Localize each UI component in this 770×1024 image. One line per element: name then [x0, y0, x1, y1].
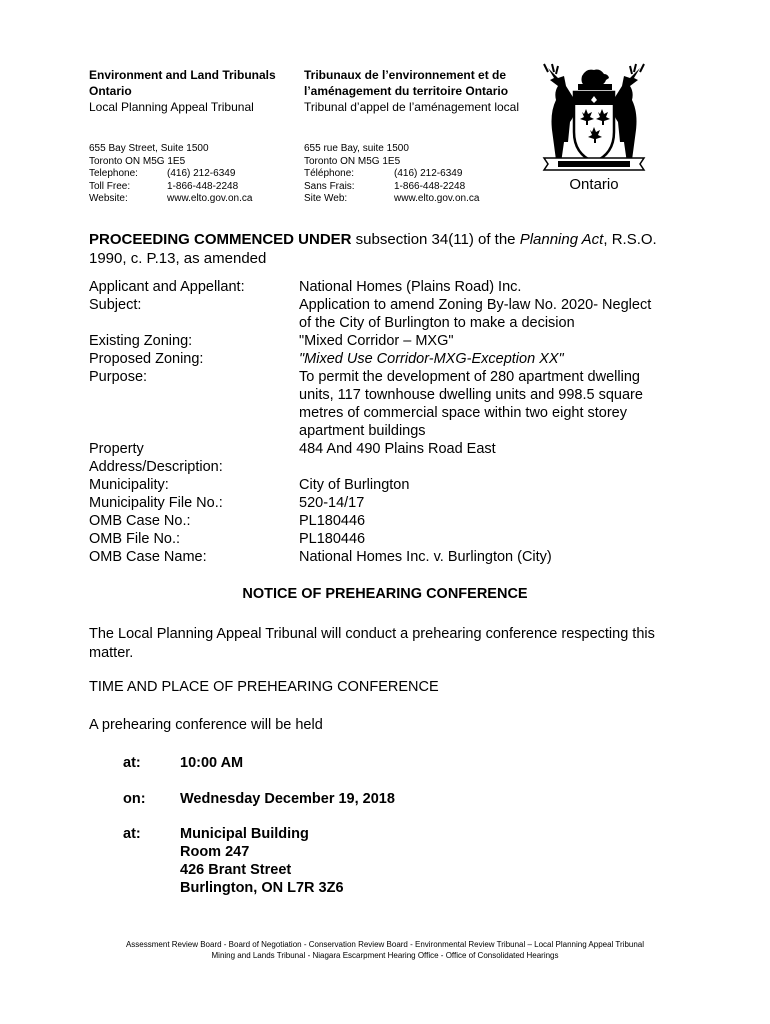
schedule-at-label: at: [123, 755, 141, 771]
omb-case-name-value: National Homes Inc. v. Burlington (City) [299, 549, 552, 565]
purpose-value: metres of commercial space within two eight storey [299, 405, 627, 421]
address-line: Toronto ON M5G 1E5 [304, 155, 401, 167]
omb-case-name-label: OMB Case Name: [89, 549, 207, 565]
org-name-en: Environment and Land Tribunals Ontario [89, 68, 276, 98]
phone-value: (416) 212-6349 [167, 168, 236, 179]
omb-file-value: PL180446 [299, 531, 366, 547]
address-line: 655 Bay Street, Suite 1500 [89, 143, 209, 154]
existing-zoning-label: Existing Zoning: [89, 333, 193, 349]
notice-title: NOTICE OF PREHEARING CONFERENCE [242, 586, 528, 602]
location-line: Municipal Building [180, 826, 309, 842]
proposed-zoning-label: Proposed Zoning: [89, 351, 204, 367]
proceeding-line-2: 1990, c. P.13, as amended [89, 250, 267, 267]
ontario-crest [538, 62, 650, 202]
toll-free-value: 1-866-448-2248 [167, 180, 239, 192]
website-link[interactable]: www.elto.gov.on.ca [394, 193, 480, 204]
tribunal-name-en: Local Planning Appeal Tribunal [89, 100, 254, 114]
toll-free-label: Sans Frais: [304, 180, 355, 192]
crest-wordmark: Ontario [569, 176, 619, 193]
municipality-value: City of Burlington [299, 477, 410, 493]
proceeding-statement [89, 230, 689, 268]
schedule-on-label: on: [123, 791, 146, 807]
purpose-label: Purpose: [89, 369, 148, 385]
address-french [304, 143, 524, 206]
property-value: 484 And 490 Plains Road East [299, 441, 496, 457]
footer-line: Assessment Review Board - Board of Negotiation - Conservation Review Board - Environmental Review Tribunal – Local Planning Appeal Tribunal [125, 940, 645, 949]
municipality-file-value: 520-14/17 [299, 495, 365, 511]
subject-label: Subject: [89, 297, 142, 313]
toll-free-label: Toll Free: [89, 180, 131, 192]
schedule-location [180, 825, 344, 897]
website-label: Website: [89, 193, 128, 204]
omb-case-value: PL180446 [299, 513, 366, 529]
case-details [89, 278, 689, 568]
website-label: Site Web: [304, 193, 348, 204]
property-label: Address/Description: [89, 459, 223, 475]
omb-case-label: OMB Case No.: [89, 513, 191, 529]
header-french [304, 67, 526, 115]
proceeding-lead: PROCEEDING COMMENCED UNDER [89, 231, 352, 248]
footer-line: Mining and Lands Tribunal - Niagara Escarpment Hearing Office - Office of Consolidated Hearings [211, 951, 559, 960]
omb-file-label: OMB File No.: [89, 531, 181, 547]
purpose-value: To permit the development of 280 apartment dwelling [299, 369, 640, 385]
intro-line: The Local Planning Appeal Tribunal will conduct a prehearing conference respecting this [89, 626, 655, 642]
phone-label: Telephone: [89, 168, 138, 179]
existing-zoning-value: "Mixed Corridor – MXG" [299, 333, 454, 349]
org-name-fr: Tribunaux de l’environnement et de l’aménagement du territoire Ontario [304, 68, 509, 98]
property-label: Property [89, 441, 144, 457]
location-line: Burlington, ON L7R 3Z6 [180, 880, 344, 896]
intro-paragraph [89, 625, 709, 663]
proceeding-text: subsection 34(11) of the [351, 231, 520, 248]
address-line: 655 rue Bay, suite 1500 [304, 143, 409, 154]
schedule-at-label: at: [123, 826, 141, 842]
proposed-zoning-value: "Mixed Use Corridor-MXG-Exception XX" [299, 351, 564, 367]
applicant-label: Applicant and Appellant: [89, 279, 245, 295]
footer [0, 939, 770, 961]
municipality-file-label: Municipality File No.: [89, 495, 223, 511]
purpose-value: apartment buildings [299, 423, 426, 439]
header-english [89, 67, 289, 115]
subject-value: of the City of Burlington to make a decision [299, 315, 575, 331]
time-place-heading: TIME AND PLACE OF PREHEARING CONFERENCE [89, 679, 439, 695]
location-line: Room 247 [180, 844, 250, 860]
act-name: Planning Act [519, 231, 604, 248]
purpose-value: units, 117 townhouse dwelling units and 998.5 square [299, 387, 643, 403]
subject-value: Application to amend Zoning By-law No. 2020- Neglect [299, 297, 652, 313]
phone-label: Téléphone: [304, 168, 355, 179]
held-statement: A prehearing conference will be held [89, 717, 323, 733]
address-english [89, 143, 289, 206]
municipality-label: Municipality: [89, 477, 169, 493]
proceeding-text: , R.S.O. [603, 231, 657, 248]
location-line: 426 Brant Street [180, 862, 292, 878]
website-link[interactable]: www.elto.gov.on.ca [167, 193, 253, 204]
schedule-time: 10:00 AM [180, 755, 244, 771]
phone-value: (416) 212-6349 [394, 168, 463, 179]
toll-free-value: 1-866-448-2248 [394, 180, 466, 192]
address-line: Toronto ON M5G 1E5 [89, 155, 186, 167]
schedule-date: Wednesday December 19, 2018 [180, 791, 395, 807]
applicant-value: National Homes (Plains Road) Inc. [299, 279, 522, 295]
tribunal-name-fr: Tribunal d’appel de l’aménagement local [304, 100, 520, 114]
intro-line: matter. [89, 645, 134, 661]
ontario-coat-of-arms-icon [538, 62, 650, 202]
